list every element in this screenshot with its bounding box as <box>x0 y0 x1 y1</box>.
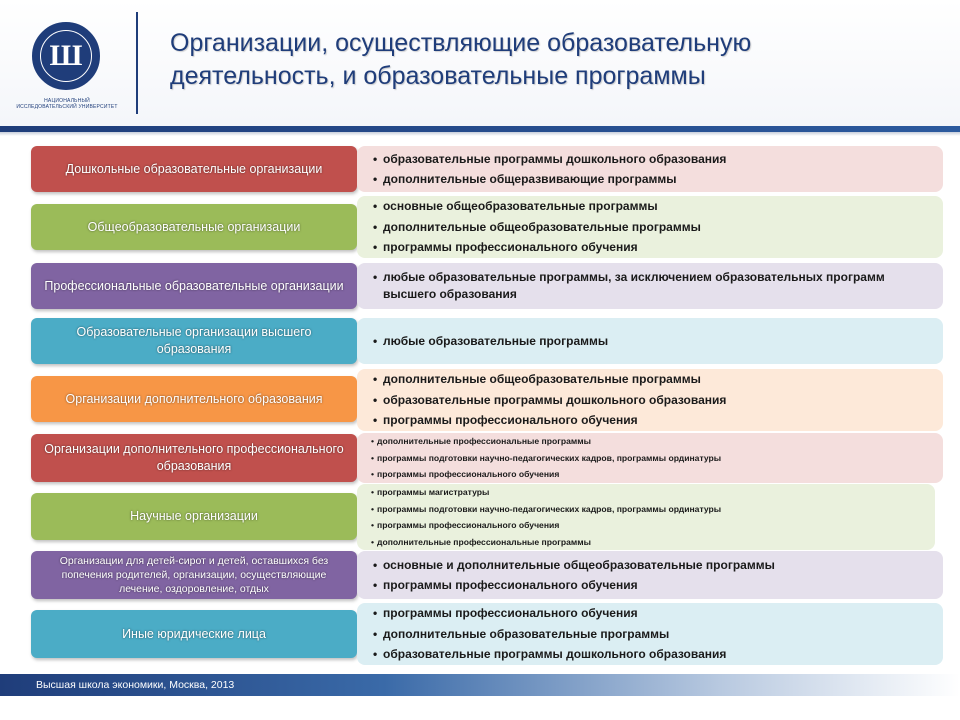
list-item: • программы профессионального обучения <box>377 517 925 534</box>
org-label-other-legal-entities: Иные юридические лица <box>31 610 357 658</box>
program-list-other-legal-entities <box>357 603 943 665</box>
program-list-general <box>357 196 943 258</box>
program-list-higher <box>357 318 943 364</box>
list-item: • программы подготовки научно-педагогических кадров, программы ординатуры <box>377 501 925 518</box>
org-label-general: Общеобразовательные организации <box>31 204 357 250</box>
list-item: • программы профессионального обучения <box>383 575 933 596</box>
list-item: • образовательные программы дошкольного образования <box>383 149 933 170</box>
page-title-line-1: Организации, осуществляющие образовательную <box>170 29 752 57</box>
page-title-line-2: деятельность, и образовательные программы <box>170 62 706 90</box>
logo <box>0 0 136 126</box>
logo-caption: НАЦИОНАЛЬНЫЙ ИССЛЕДОВАТЕЛЬСКИЙ УНИВЕРСИТЕТ <box>16 98 118 110</box>
list-item: • дополнительные образовательные программы <box>383 624 933 645</box>
org-label-orphans: Организации для детей-сирот и детей, оставшихся без попечения родителей, организации, осуществляющие лечение, оздоровление, отдых <box>31 551 357 599</box>
hse-emblem-icon <box>32 22 100 90</box>
list-item: • основные общеобразовательные программы <box>383 196 933 217</box>
list-item: • дополнительные общеразвивающие программы <box>383 169 933 190</box>
list-item: • дополнительные общеобразовательные программы <box>383 369 933 390</box>
program-list-orphans <box>357 551 943 599</box>
list-item: • любые образовательные программы, за исключением образовательных программ высшего образования <box>383 269 933 303</box>
program-list-additional <box>357 369 943 431</box>
list-item: • основные и дополнительные общеобразовательные программы <box>383 555 933 576</box>
org-label-professional: Профессиональные образовательные организации <box>31 263 357 309</box>
logo-letter: Ш <box>49 39 83 72</box>
org-label-additional: Организации дополнительного образования <box>31 376 357 422</box>
list-item: • дополнительные профессиональные программы <box>377 534 925 551</box>
list-item: • программы профессионального обучения <box>383 410 933 431</box>
list-item: • дополнительные общеобразовательные программы <box>383 217 933 238</box>
org-label-scientific: Научные организации <box>31 493 357 540</box>
org-label-additional-professional: Организации дополнительного профессионального образования <box>31 434 357 482</box>
list-item: • образовательные программы дошкольного образования <box>383 390 933 411</box>
list-item: • любые образовательные программы <box>383 331 933 352</box>
page-title <box>170 27 930 93</box>
program-list-scientific <box>357 484 935 550</box>
org-label-preschool: Дошкольные образовательные организации <box>31 146 357 192</box>
program-list-professional <box>357 263 943 309</box>
header-divider <box>136 12 138 114</box>
list-item: • программы профессионального обучения <box>377 466 933 483</box>
list-item: • дополнительные профессиональные программы <box>377 433 933 450</box>
org-label-higher: Образовательные организации высшего образования <box>31 318 357 364</box>
list-item: • программы магистратуры <box>377 484 925 501</box>
list-item: • программы профессионального обучения <box>383 603 933 624</box>
list-item: • программы подготовки научно-педагогических кадров, программы ординатуры <box>377 450 933 467</box>
footer-text: Высшая школа экономики, Москва, 2013 <box>36 679 235 691</box>
list-item: • образовательные программы дошкольного образования <box>383 644 933 665</box>
list-item: • программы профессионального обучения <box>383 237 933 258</box>
program-list-additional-professional <box>357 433 943 483</box>
program-list-preschool <box>357 146 943 192</box>
